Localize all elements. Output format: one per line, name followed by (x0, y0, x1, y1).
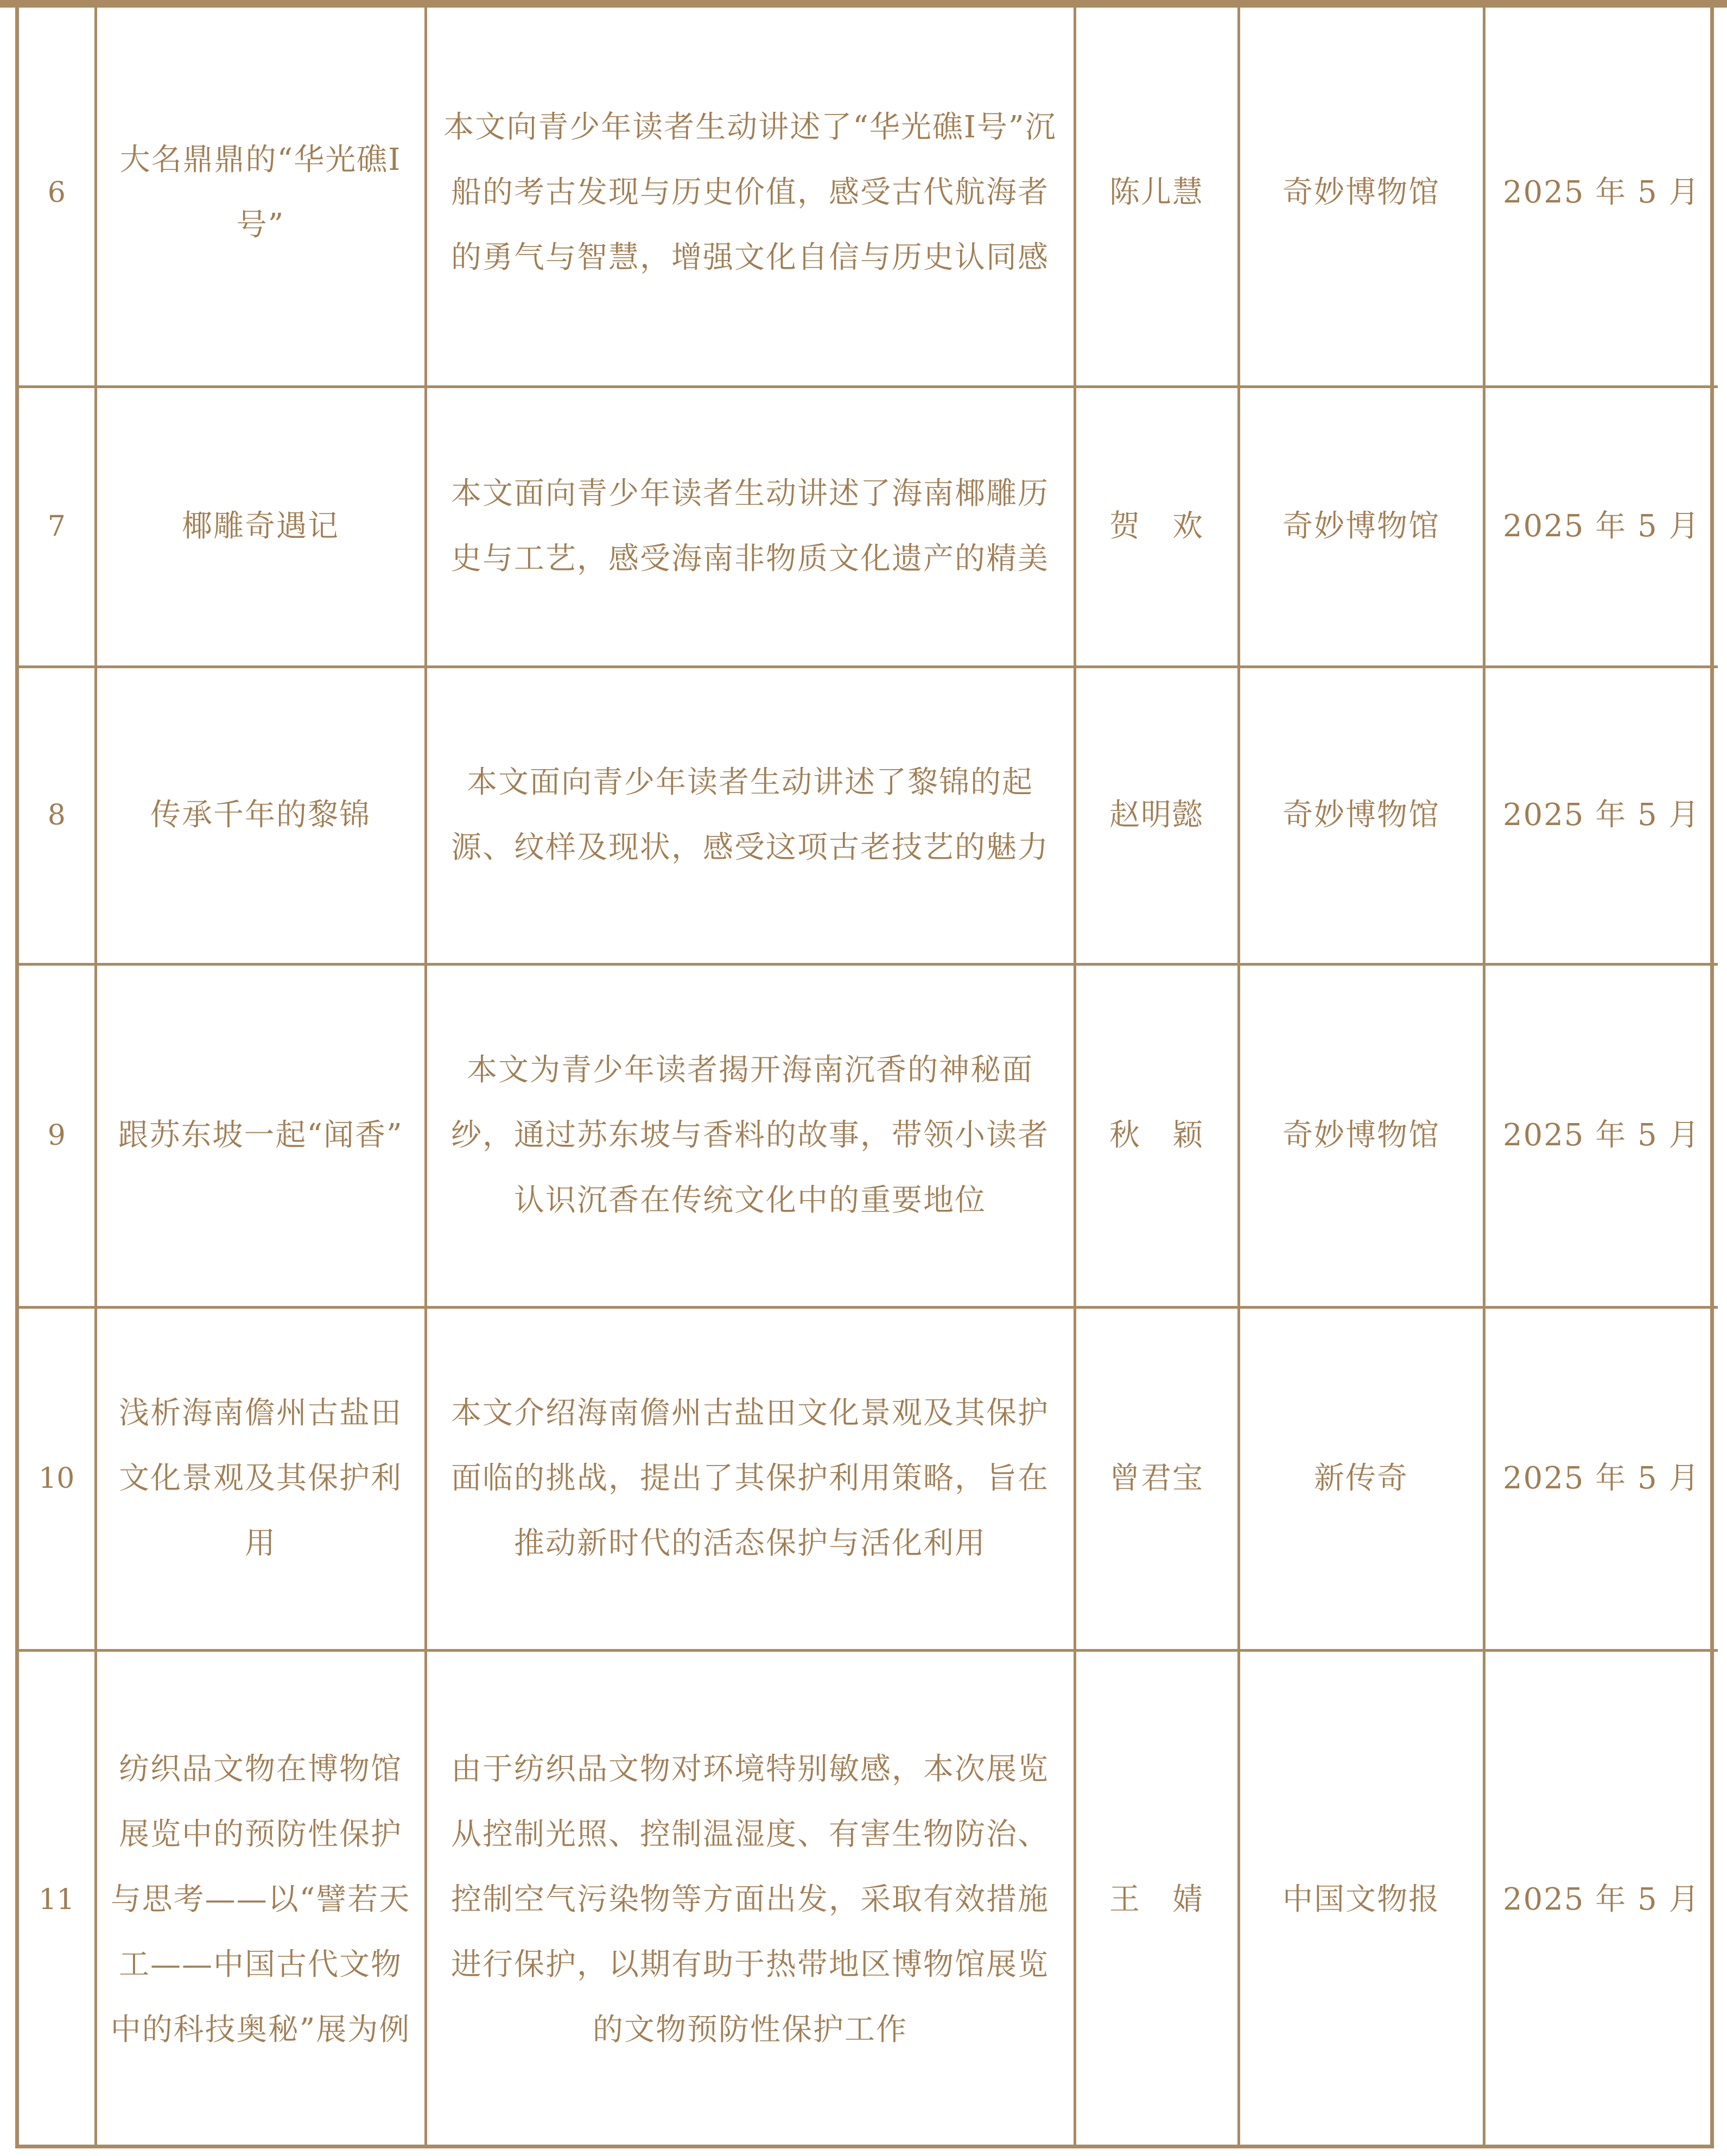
author: 赵明懿 (1075, 667, 1239, 964)
article-title: 跟苏东坡一起“闻香” (96, 964, 426, 1307)
author: 陈儿慧 (1075, 0, 1239, 386)
table-row (19, 0, 1718, 386)
article-title: 纺织品文物在博物馆展览中的预防性保护与思考——以“譬若天工——中国古代文物中的科技奥秘”展为例 (96, 1650, 426, 2148)
table-row (19, 386, 1718, 667)
row-number: 10 (19, 1307, 96, 1650)
author: 王 婧 (1075, 1650, 1239, 2148)
publications-table (15, 0, 1714, 2148)
publish-date: 2025 年 5 月 (1484, 386, 1718, 667)
row-number: 7 (19, 386, 96, 667)
article-title: 椰雕奇遇记 (96, 386, 426, 667)
publish-date: 2025 年 5 月 (1484, 1650, 1718, 2148)
article-title: 大名鼎鼎的“华光礁Ⅰ号” (96, 0, 426, 386)
publish-date: 2025 年 5 月 (1484, 667, 1718, 964)
article-title: 浅析海南儋州古盐田文化景观及其保护利用 (96, 1307, 426, 1650)
author: 秋 颖 (1075, 964, 1239, 1307)
journal: 奇妙博物馆 (1239, 667, 1484, 964)
article-summary: 本文面向青少年读者生动讲述了黎锦的起源、纹样及现状，感受这项古老技艺的魅力 (426, 667, 1075, 964)
article-summary: 本文介绍海南儋州古盐田文化景观及其保护面临的挑战，提出了其保护利用策略，旨在推动新时代的活态保护与活化利用 (426, 1307, 1075, 1650)
journal: 奇妙博物馆 (1239, 386, 1484, 667)
publish-date: 2025 年 5 月 (1484, 964, 1718, 1307)
row-number: 8 (19, 667, 96, 964)
table-row (19, 1650, 1718, 2148)
author: 贺 欢 (1075, 386, 1239, 667)
row-number: 11 (19, 1650, 96, 2148)
article-summary: 本文为青少年读者揭开海南沉香的神秘面纱，通过苏东坡与香料的故事，带领小读者认识沉香在传统文化中的重要地位 (426, 964, 1075, 1307)
row-number: 9 (19, 964, 96, 1307)
publish-date: 2025 年 5 月 (1484, 0, 1718, 386)
article-summary: 由于纺织品文物对环境特别敏感，本次展览从控制光照、控制温湿度、有害生物防治、控制空气污染物等方面出发，采取有效措施进行保护，以期有助于热带地区博物馆展览的文物预防性保护工作 (426, 1650, 1075, 2148)
author: 曾君宝 (1075, 1307, 1239, 1650)
table-row (19, 667, 1718, 964)
journal: 中国文物报 (1239, 1650, 1484, 2148)
journal: 新传奇 (1239, 1307, 1484, 1650)
table-row (19, 964, 1718, 1307)
article-summary: 本文面向青少年读者生动讲述了海南椰雕历史与工艺，感受海南非物质文化遗产的精美 (426, 386, 1075, 667)
table-row (19, 1307, 1718, 1650)
journal: 奇妙博物馆 (1239, 964, 1484, 1307)
publish-date: 2025 年 5 月 (1484, 1307, 1718, 1650)
article-title: 传承千年的黎锦 (96, 667, 426, 964)
row-number: 6 (19, 0, 96, 386)
journal: 奇妙博物馆 (1239, 0, 1484, 386)
article-summary: 本文向青少年读者生动讲述了“华光礁Ⅰ号”沉船的考古发现与历史价值，感受古代航海者的勇气与智慧，增强文化自信与历史认同感 (426, 0, 1075, 386)
